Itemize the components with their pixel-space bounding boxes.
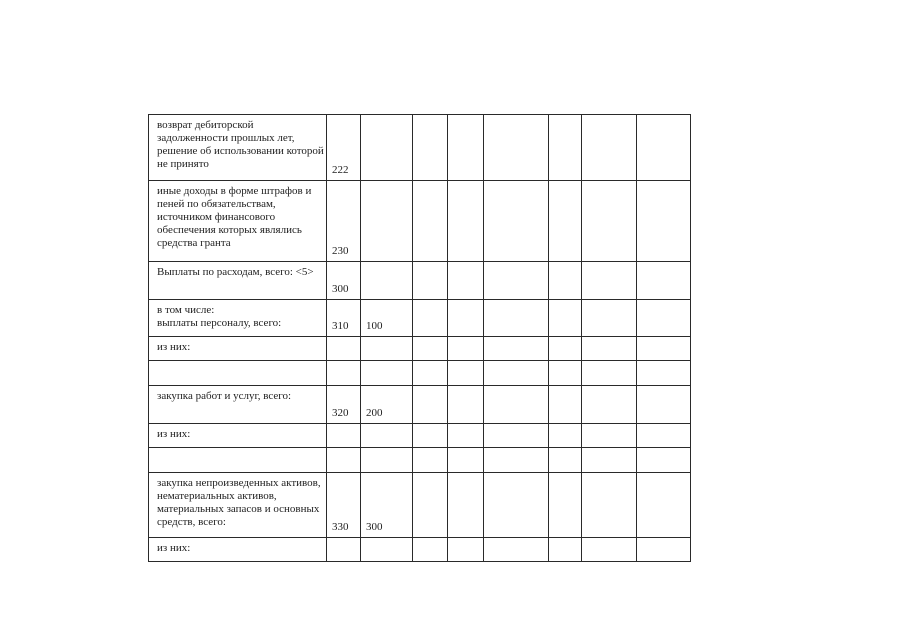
row-name-line: из них: [157, 542, 191, 554]
row-value-cell [361, 337, 413, 361]
row-name-cell [149, 337, 327, 361]
empty-cell [637, 115, 691, 181]
row-code-cell [327, 538, 361, 562]
empty-cell [413, 300, 448, 337]
empty-cell [413, 361, 448, 386]
empty-cell [582, 181, 637, 262]
empty-cell [637, 181, 691, 262]
empty-cell [484, 361, 549, 386]
table-row [149, 361, 691, 386]
row-code-cell [327, 337, 361, 361]
empty-cell [413, 262, 448, 300]
empty-cell [448, 424, 484, 448]
row-code-cell: 310 [327, 300, 361, 337]
empty-cell [637, 262, 691, 300]
row-name-line: иные доходы в форме штрафов и [157, 185, 312, 197]
row-code-cell: 222 [327, 115, 361, 181]
row-name-line: из них: [157, 428, 191, 440]
empty-cell [413, 538, 448, 562]
table-body [149, 115, 691, 562]
row-value-cell [361, 115, 413, 181]
empty-cell [448, 538, 484, 562]
empty-cell [484, 181, 549, 262]
empty-cell [637, 424, 691, 448]
table-row [149, 473, 691, 538]
empty-cell [549, 300, 582, 337]
row-name-cell [149, 300, 327, 337]
empty-cell [448, 300, 484, 337]
table-row [149, 181, 691, 262]
row-value-cell [361, 262, 413, 300]
empty-cell [582, 361, 637, 386]
empty-cell [484, 538, 549, 562]
row-name-line: источником финансового [157, 211, 276, 223]
empty-cell [549, 361, 582, 386]
row-name-line: закупка непроизведенных активов, [157, 477, 321, 489]
row-code-cell [327, 424, 361, 448]
empty-cell [582, 300, 637, 337]
empty-cell [448, 337, 484, 361]
row-value-cell [361, 361, 413, 386]
row-name-cell [149, 262, 327, 300]
empty-cell [637, 538, 691, 562]
empty-cell [484, 473, 549, 538]
table-row [149, 115, 691, 181]
empty-cell [637, 473, 691, 538]
row-code-cell [327, 448, 361, 473]
empty-cell [484, 337, 549, 361]
empty-cell [637, 448, 691, 473]
empty-cell [549, 181, 582, 262]
empty-cell [484, 424, 549, 448]
empty-cell [448, 181, 484, 262]
empty-cell [484, 448, 549, 473]
empty-cell [413, 181, 448, 262]
empty-cell [413, 115, 448, 181]
empty-cell [484, 262, 549, 300]
row-name-cell [149, 538, 327, 562]
row-code-cell: 230 [327, 181, 361, 262]
row-name-line: не принято [157, 158, 209, 170]
empty-cell [637, 361, 691, 386]
row-name-cell [149, 361, 327, 386]
row-code-cell [327, 361, 361, 386]
empty-cell [637, 386, 691, 424]
empty-cell [484, 300, 549, 337]
row-name-line: из них: [157, 341, 191, 353]
row-code-cell: 300 [327, 262, 361, 300]
empty-cell [549, 448, 582, 473]
empty-cell [448, 115, 484, 181]
empty-cell [484, 386, 549, 424]
empty-cell [582, 115, 637, 181]
row-value-cell [361, 424, 413, 448]
empty-cell [582, 538, 637, 562]
empty-cell [582, 448, 637, 473]
empty-cell [549, 473, 582, 538]
empty-cell [448, 473, 484, 538]
row-value-cell: 300 [361, 473, 413, 538]
row-name-cell [149, 424, 327, 448]
table-row [149, 538, 691, 562]
row-name-line: средства гранта [157, 237, 231, 249]
empty-cell [448, 361, 484, 386]
row-code-cell: 330 [327, 473, 361, 538]
empty-cell [413, 337, 448, 361]
empty-cell [413, 448, 448, 473]
empty-cell [413, 386, 448, 424]
empty-cell [582, 337, 637, 361]
row-name-line: задолженности прошлых лет, [157, 132, 295, 144]
empty-cell [413, 473, 448, 538]
table-row [149, 262, 691, 300]
row-name-line: в том числе: [157, 304, 215, 316]
row-value-cell: 100 [361, 300, 413, 337]
empty-cell [549, 262, 582, 300]
empty-cell [637, 300, 691, 337]
row-name-line: пеней по обязательствам, [157, 198, 276, 210]
empty-cell [448, 448, 484, 473]
table-row [149, 337, 691, 361]
empty-cell [549, 115, 582, 181]
empty-cell [582, 424, 637, 448]
empty-cell [582, 386, 637, 424]
empty-cell [549, 424, 582, 448]
row-name-cell [149, 473, 327, 538]
row-name-line: нематериальных активов, [157, 490, 277, 502]
row-name-line: выплаты персоналу, всего: [157, 317, 282, 329]
empty-cell [549, 386, 582, 424]
empty-cell [582, 473, 637, 538]
row-name-cell [149, 448, 327, 473]
empty-cell [448, 386, 484, 424]
row-name-cell [149, 115, 327, 181]
empty-cell [549, 337, 582, 361]
row-name-line: решение об использовании которой [157, 145, 324, 157]
empty-cell [448, 262, 484, 300]
row-name-line: материальных запасов и основных [157, 503, 320, 515]
row-value-cell [361, 448, 413, 473]
empty-cell [637, 337, 691, 361]
row-name-line: возврат дебиторской [157, 119, 254, 131]
table-row [149, 300, 691, 337]
empty-cell [413, 424, 448, 448]
table-row [149, 448, 691, 473]
row-name-cell [149, 181, 327, 262]
row-name-line: обеспечения которых являлись [157, 224, 302, 236]
row-code-cell: 320 [327, 386, 361, 424]
empty-cell [549, 538, 582, 562]
budget-table [148, 114, 691, 562]
row-name-line: Выплаты по расходам, всего: <5> [157, 266, 314, 278]
empty-cell [484, 115, 549, 181]
row-value-cell [361, 181, 413, 262]
empty-cell [582, 262, 637, 300]
row-name-line: средств, всего: [157, 516, 226, 528]
table-row [149, 386, 691, 424]
row-value-cell [361, 538, 413, 562]
table-row [149, 424, 691, 448]
row-value-cell: 200 [361, 386, 413, 424]
row-name-line: закупка работ и услуг, всего: [157, 390, 292, 402]
row-name-cell [149, 386, 327, 424]
